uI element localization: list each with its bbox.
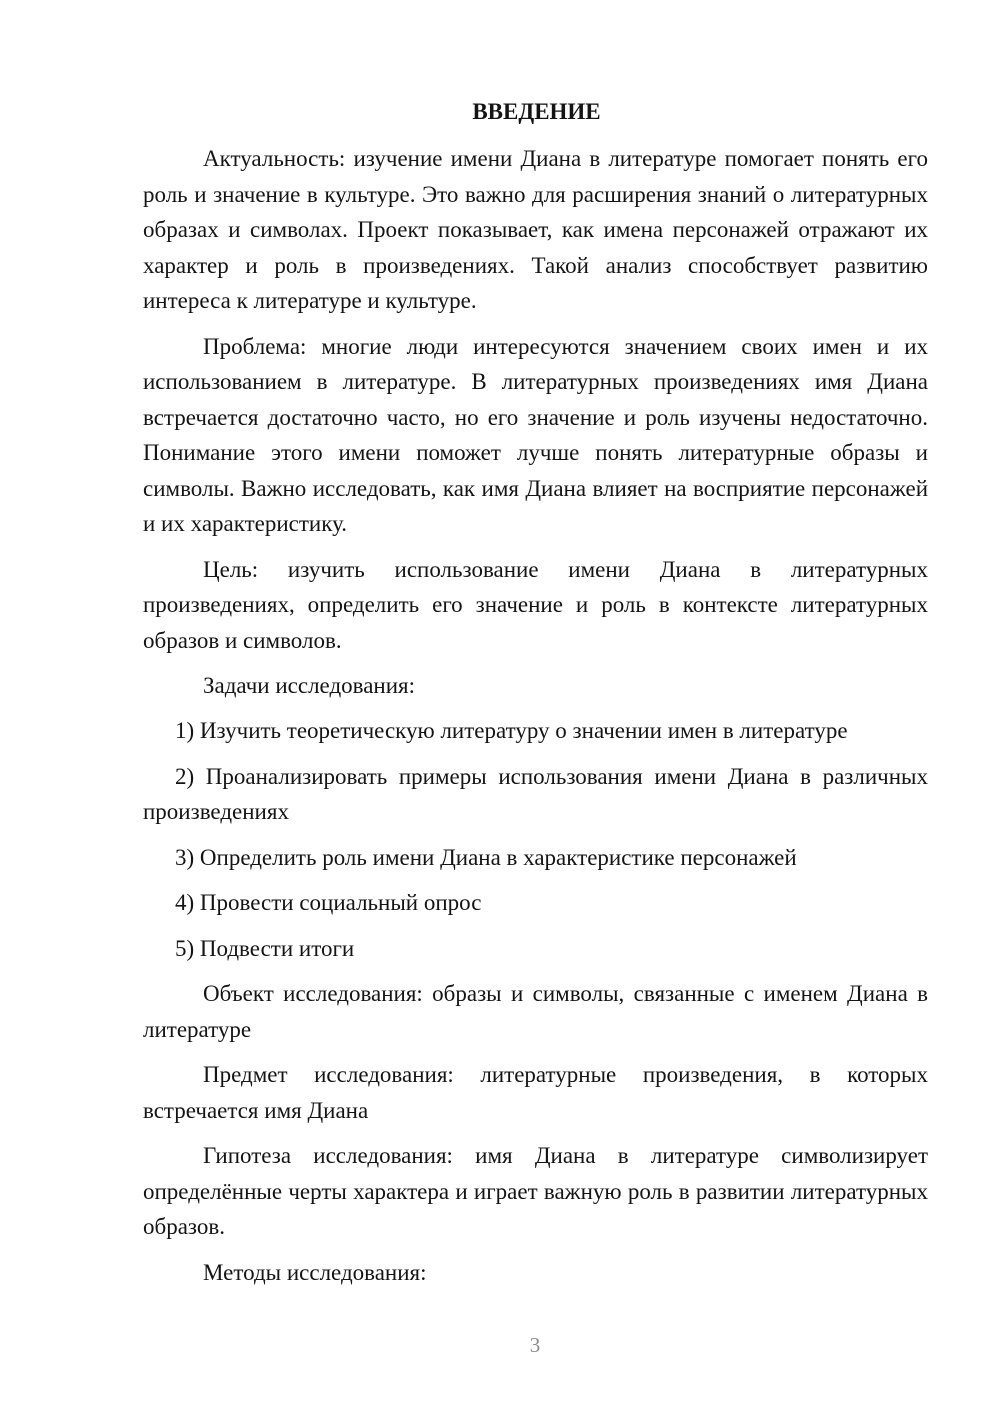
- page-number: 3: [529, 1333, 541, 1357]
- task-item-4: 4) Провести социальный опрос: [175, 890, 482, 915]
- relevance-paragraph: Актуальность: изучение имени Диана в литературе помогает понять его роль и значение в культуре. Это важно для расширения знаний о литературных образах и символах. Проект показывает, как имена персонажей отражают их характер и роль в произведениях. Такой анализ способствует развитию интереса к литературе и культуре.: [143, 146, 928, 313]
- object-paragraph: Объект исследования: образы и символы, связанные с именем Диана в литературе: [143, 981, 928, 1042]
- section-title: ВВЕДЕНИЕ: [472, 99, 601, 124]
- tasks-heading: Задачи исследования:: [203, 673, 416, 698]
- task-item-1: 1) Изучить теоретическую литературу о значении имен в литературе: [175, 718, 848, 743]
- problem-paragraph: Проблема: многие люди интересуются значением своих имен и их использованием в литературе. В литературных произведениях имя Диана встречается достаточно часто, но его значение и роль изучены недостаточно. Понимание этого имени поможет лучше понять литературные образы и символы. Важно исследовать, как имя Диана влияет на восприятие персонажей и их характеристику.: [143, 333, 928, 536]
- page-content: [143, 94, 928, 1300]
- hypothesis-paragraph: Гипотеза исследования: имя Диана в литературе символизирует определённые черты характера и играет важную роль в развитии литературных образов.: [143, 1143, 928, 1239]
- tasks-list: [143, 713, 928, 966]
- task-item-3: 3) Определить роль имени Диана в характеристике персонажей: [175, 844, 797, 870]
- task-item-5: 5) Подвести итоги: [175, 935, 355, 961]
- task-item-2: 2) Проанализировать примеры использования имени Диана в различных произведениях: [143, 763, 928, 824]
- methods-heading: Методы исследования:: [203, 1259, 427, 1285]
- subject-paragraph: Предмет исследования: литературные произведения, в которых встречается имя Диана: [143, 1062, 928, 1123]
- goal-paragraph: Цель: изучить использование имени Диана в литературных произведениях, определить его значение и роль в контексте литературных образов и символов.: [143, 556, 928, 653]
